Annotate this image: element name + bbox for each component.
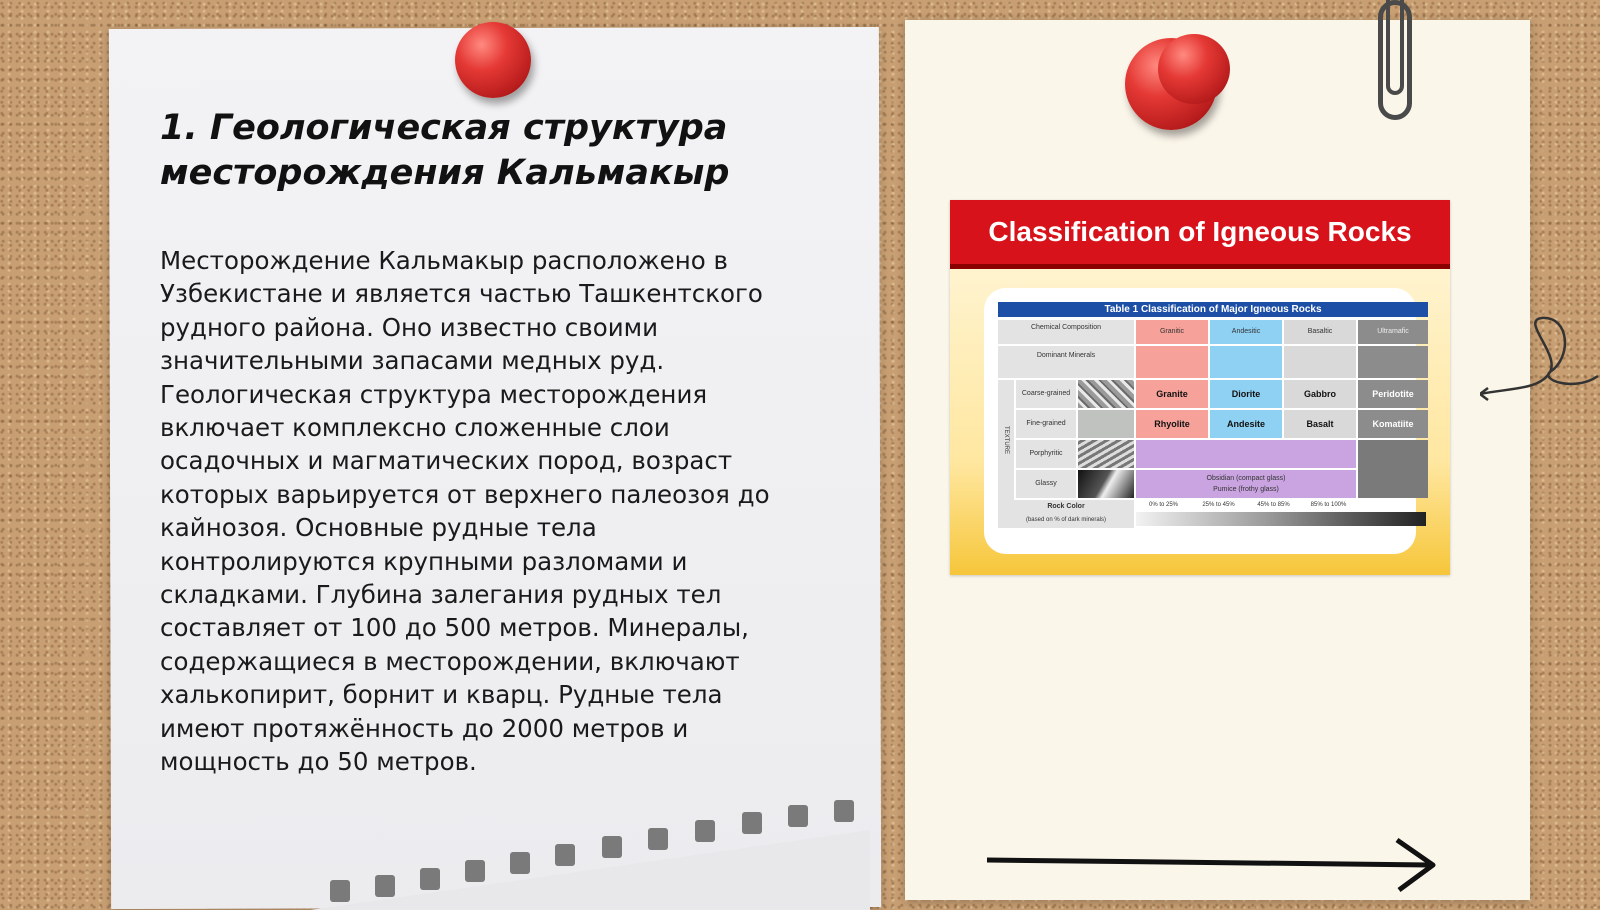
color-range-3: 85% to 100% [1310, 502, 1347, 508]
curly-arrow-icon [1480, 310, 1600, 410]
ultramafic-uncommon [1358, 440, 1428, 498]
row-label-minerals: Dominant Minerals [998, 346, 1134, 378]
color-range-2: 45% to 85% [1257, 502, 1290, 508]
minerals-ultramafic [1358, 346, 1428, 378]
rock-rhyolite: Rhyolite [1136, 410, 1208, 438]
rock-basalt: Basalt [1284, 410, 1356, 438]
torn-paper-edge [310, 800, 870, 910]
color-range-1: 25% to 45% [1202, 502, 1235, 508]
comp-granitic: Granitic [1136, 320, 1208, 344]
igneous-rocks-image [950, 200, 1450, 575]
fine-sample [1078, 410, 1134, 438]
texture-label: TEXTURE [998, 380, 1014, 500]
row-label-fine: Fine-grained [1016, 410, 1076, 438]
glassy-band: Obsidian (compact glass) Pumice (frothy glass) [1136, 470, 1356, 498]
porphyritic-band [1136, 440, 1356, 468]
rock-diorite: Diorite [1210, 380, 1282, 408]
rock-peridotite: Peridotite [1358, 380, 1428, 408]
minerals-granitic [1136, 346, 1208, 378]
minerals-andesitic [1210, 346, 1282, 378]
classification-table [984, 288, 1416, 554]
color-gradient-bar [1136, 512, 1426, 526]
rock-andesite: Andesite [1210, 410, 1282, 438]
image-header-title: Classification of Igneous Rocks [988, 216, 1412, 247]
row-label-rock-color: Rock Color [998, 500, 1134, 514]
rock-granite: Granite [1136, 380, 1208, 408]
table-title: Table 1 Classification of Major Igneous Rocks [998, 302, 1428, 317]
porphyritic-sample [1078, 440, 1134, 468]
pushpin-head [1158, 34, 1230, 104]
slide-body-text: Месторождение Кальмакыр расположено в Узбекистане и является частью Ташкентского рудного района. Оно известно своими значительными запасами медных руд. Геологическая структура месторождения включает комплексно сложенные слои осадочных и магматических пород, возраст которых варьируется от верхнего палеозоя до кайнозоя. Основные рудные тела контролируются крупными разломами и складками. Глубина залегания рудных тел составляет от 100 до 500 метров. Минералы, содержащиеся в месторождении, включают халькопирит, борнит и кварц. Рудные тела имеют протяжённость до 2000 метров и мощность до 50 метров. [160, 246, 770, 777]
slide-title: 1. Геологическая структура месторождения Кальмакыр [160, 108, 730, 193]
comp-andesitic: Andesitic [1210, 320, 1282, 344]
minerals-basaltic [1284, 346, 1356, 378]
arrow-right-icon [985, 835, 1445, 895]
glassy-sample [1078, 470, 1134, 498]
row-label-chemical: Chemical Composition [998, 320, 1134, 344]
paperclip-inner [1386, 0, 1404, 95]
rock-gabbro: Gabbro [1284, 380, 1356, 408]
rock-komatiite: Komatiite [1358, 410, 1428, 438]
coarse-sample [1078, 380, 1134, 408]
color-range-0: 0% to 25% [1148, 502, 1179, 508]
row-label-porphyritic: Porphyritic [1016, 440, 1076, 468]
row-label-coarse: Coarse-grained [1016, 380, 1076, 408]
pushpin-icon [455, 22, 531, 98]
row-label-glassy: Glassy [1016, 470, 1076, 498]
comp-ultramafic: Ultramafic [1358, 320, 1428, 344]
row-label-rock-color-sub: (based on % of dark minerals) [998, 514, 1134, 528]
comp-basaltic: Basaltic [1284, 320, 1356, 344]
